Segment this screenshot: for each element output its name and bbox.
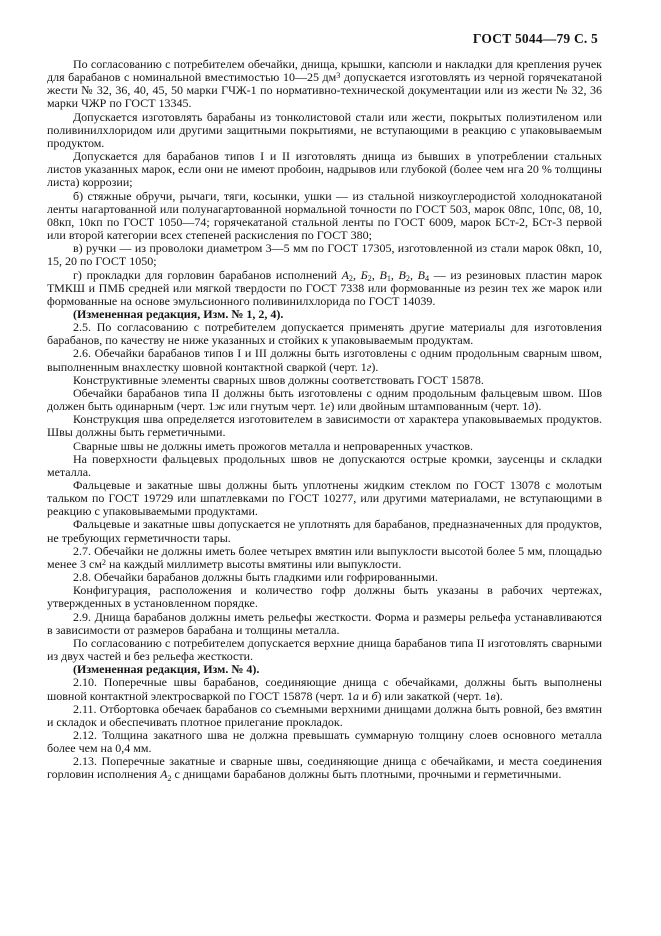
paragraph: Допускается изготовлять барабаны из тонколистовой стали или жести, покрытых полиэтиленом или поливинилхлоридом или другими защитными покрытиями, не вступающими в реакцию с упаковываемым продуктом. [47, 109, 602, 150]
paragraph: (Измененная редакция, Изм. № 1, 2, 4). [73, 306, 284, 321]
paragraph: 2.8. Обечайки барабанов должны быть гладкими или гофрированными. [73, 570, 438, 585]
paragraph: Обечайки барабанов типа II должны быть изготовлены с одним продольным фальцевым швом. Шов должен быть одинарным (черт. 1ж или гнутым черт. 1е) или двойным штампованным (черт. 1д). [47, 385, 602, 414]
paragraph: (Измененная редакция, Изм. № 4). [73, 662, 260, 677]
paragraph: 2.9. Днища барабанов должны иметь рельефы жесткости. Форма и размеры рельефа устанавливаются в зависимости от размеров барабана и толщины металла. [47, 609, 602, 637]
paragraph: 2.5. По согласованию с потребителем допускается применять другие материалы для изготовления барабанов, по качеству не ниже указанных и стойких к упаковываемым продуктам. [47, 320, 602, 348]
paragraph: 2.13. Поперечные закатные и сварные швы, соединяющие днища с обечайками, и места соединения горловин исполнения $А_2$ с днищами барабанов должны быть плотными, прочными и герметичными. [47, 754, 602, 783]
page-header: ГОСТ 5044—79 С. 5 [472, 31, 598, 46]
paragraph: Сварные швы не должны иметь прожогов металла и непроваренных участков. [73, 438, 474, 453]
paragraph: б) стяжные обручи, рычаги, тяги, косынки, ушки — из стальной низкоуглеродистой холоднокатаной ленты нагартованной или полунагартованной нормальной точности по ГОСТ 503, марок 08пс, 10пс, 08, 10, 08кп, 10кп по ГОСТ 1050—74; горячекатаной стальной ленты по ГОСТ 6009, марок БСт-2, БСт-3 первой или второй категории всех степеней раскисления по ГОСТ 380; [47, 188, 602, 243]
paragraph: Фальцевые и закатные швы должны быть уплотнены жидким стеклом по ГОСТ 13078 с молотым тальком по ГОСТ 19729 или шпатлевками по ГОСТ 10277, или другими материалами, не вступающими в реакцию с упаковываемыми продуктами. [47, 478, 602, 519]
paragraph: По согласованию с потребителем обечайки, днища, крышки, капсюли и накладки для крепления ручек для барабанов с номинальной вместимостью 10—25 $дм^3$ допускается изготовлять из черной горячекатаной жести № 32, 36, 40, 45, 50 марки ГЧЖ-1 по нормативно-технической документации или из жести № 32, 36 марки ЧЖР по ГОСТ 13345. [47, 57, 602, 111]
paragraph: Конструктивные элементы сварных швов должны соответствовать ГОСТ 15878. [73, 372, 484, 387]
paragraph: 2.7. Обечайки не должны иметь более четырех вмятин или выпуклости высотой более 5 мм, площадью менее 3 $см^2$ на каждый миллиметр высоты вмятины или выпуклости. [47, 543, 602, 571]
paragraph: 2.11. Отбортовка обечаек барабанов со съемными верхними днищами должна быть ровной, без вмятин и складок и обеспечивать плотное прилегание прокладок. [47, 701, 602, 729]
paragraph: Фальцевые и закатные швы допускается не уплотнять для барабанов, предназначенных для продуктов, не требующих герметичности тары. [47, 517, 602, 545]
paragraph: в) ручки — из проволоки диаметром 3—5 мм по ГОСТ 17305, изготовленной из стали марок 08кп, 10, 15, 20 по ГОСТ 1050; [47, 241, 602, 269]
paragraph: Допускается для барабанов типов I и II изготовлять днища из бывших в употреблении стальных листов указанных марок, если они не имеют пробоин, надрывов или глубокой (более чем нга 20 % толщины листа) коррозии; [47, 149, 602, 190]
paragraph: 2.10. Поперечные швы барабанов, соединяющие днища с обечайками, должны быть выполнены шовной контактной электросваркой по ГОСТ 15878 (черт. 1а и б) или закаткой (черт. 1в). [47, 675, 602, 703]
paragraph: По согласованию с потребителем допускается верхние днища барабанов типа II изготовлять сварными из двух частей и без рельефа жесткости. [47, 635, 602, 664]
paragraph: г) прокладки для горловин барабанов исполнений $А_2$, $Б_2$, $В_1$, $В_2$, $В_4$ — из резиновых пластин марок ТМКШ и ПМБ средней или мягкой твердости по ГОСТ 7338 или формованные из резин тех же марок или формованные на основе эмульсионного поливинилхлорида по ГОСТ 14039. [47, 267, 603, 308]
paragraph: На поверхности фальцевых продольных швов не допускаются острые кромки, заусенцы и складки металла. [47, 451, 602, 479]
document-body [47, 58, 602, 782]
paragraph: Конструкция шва определяется изготовителем в зависимости от характера упаковываемых продуктов. Швы должны быть герметичными. [47, 412, 602, 440]
paragraph: Конфигурация, расположения и количество гофр должны быть указаны в рабочих чертежах, утвержденных в установленном порядке. [47, 583, 602, 611]
paragraph: 2.12. Толщина закатного шва не должна превышать суммарную толщину слоев основного металла более чем на 0,4 мм. [47, 727, 602, 756]
paragraph: 2.6. Обечайки барабанов типов I и III должны быть изготовлены с одним продольным сварным швом, выполненным внахлестку шовной контактной сваркой (черт. 1г). [47, 346, 602, 374]
